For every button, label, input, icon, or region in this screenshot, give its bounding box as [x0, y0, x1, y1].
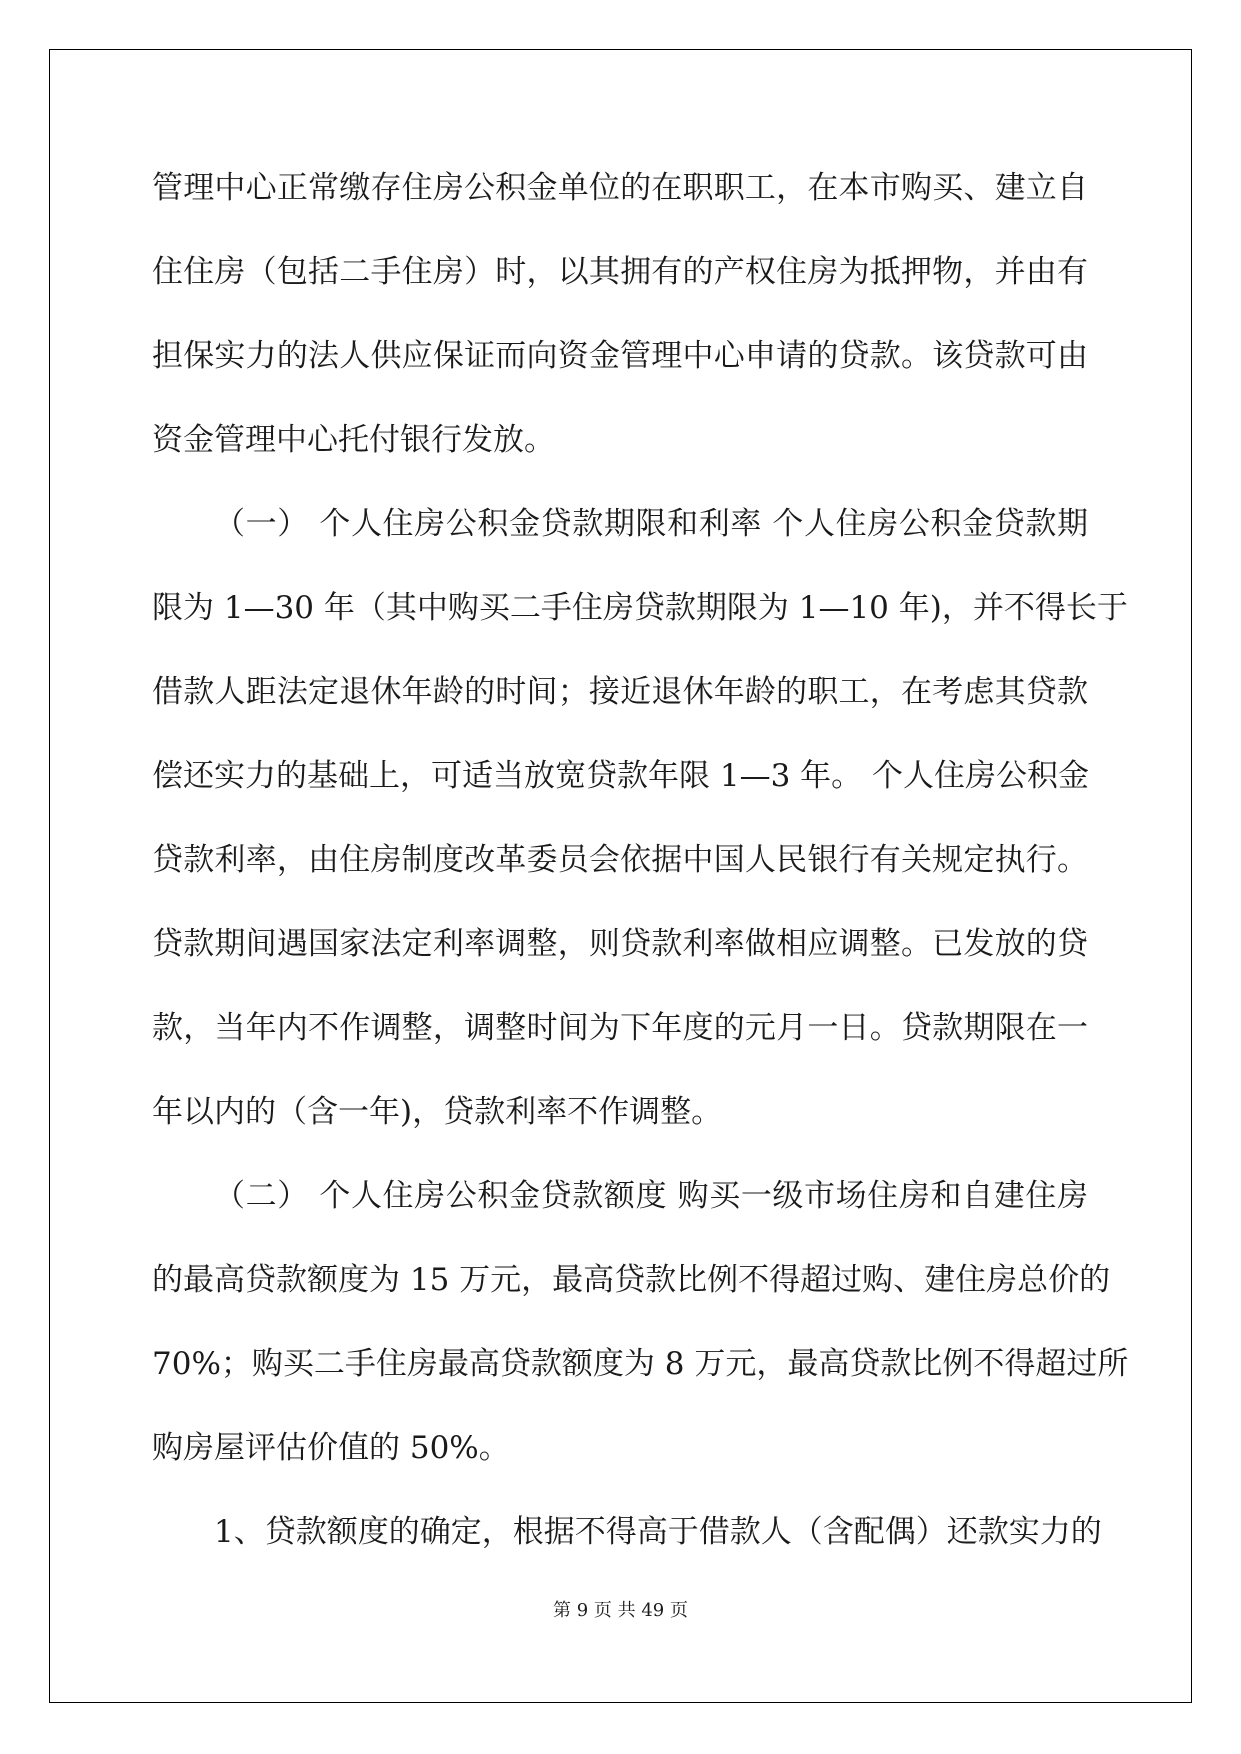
text-line: 的最高贷款额度为 15 万元，最高贷款比例不得超过购、建住房总价的 — [152, 1262, 1111, 1298]
document-body — [152, 162, 1129, 1590]
text-line: 偿还实力的基础上，可适当放宽贷款年限 1—3 年。 个人住房公积金 — [152, 758, 1090, 794]
text-line: 借款人距法定退休年龄的时间；接近退休年龄的职工，在考虑其贷款 — [152, 674, 1088, 710]
text-line: 款，当年内不作调整，调整时间为下年度的元月一日。贷款期限在一 — [152, 1010, 1088, 1046]
section-heading-line: （一） 个人住房公积金贷款期限和利率 个人住房公积金贷款期 — [214, 506, 1088, 542]
text-line: 限为 1—30 年（其中购买二手住房贷款期限为 1—10 年)，并不得长于 — [152, 590, 1128, 626]
text-line: 管理中心正常缴存住房公积金单位的在职职工，在本市购买、建立自 — [152, 170, 1088, 206]
text-line: 贷款期间遇国家法定利率调整，则贷款利率做相应调整。已发放的贷 — [152, 926, 1088, 962]
text-line: 资金管理中心托付银行发放。 — [152, 422, 555, 458]
text-line: 住住房（包括二手住房）时，以其拥有的产权住房为抵押物，并由有 — [152, 254, 1088, 290]
list-item-line: 1、贷款额度的确定，根据不得高于借款人（含配偶）还款实力的 — [214, 1514, 1102, 1550]
page-number-footer: 第 9 页 共 49 页 — [553, 1600, 688, 1621]
text-line: 贷款利率，由住房制度改革委员会依据中国人民银行有关规定执行。 — [152, 842, 1088, 878]
text-line: 年以内的（含一年)，贷款利率不作调整。 — [152, 1094, 723, 1130]
text-line: 购房屋评估价值的 50%。 — [152, 1430, 510, 1466]
text-line: 70%；购买二手住房最高贷款额度为 8 万元，最高贷款比例不得超过所 — [152, 1346, 1129, 1382]
text-line: 担保实力的法人供应保证而向资金管理中心申请的贷款。该贷款可由 — [152, 338, 1088, 374]
section-heading-line: （二） 个人住房公积金贷款额度 购买一级市场住房和自建住房 — [214, 1178, 1088, 1214]
